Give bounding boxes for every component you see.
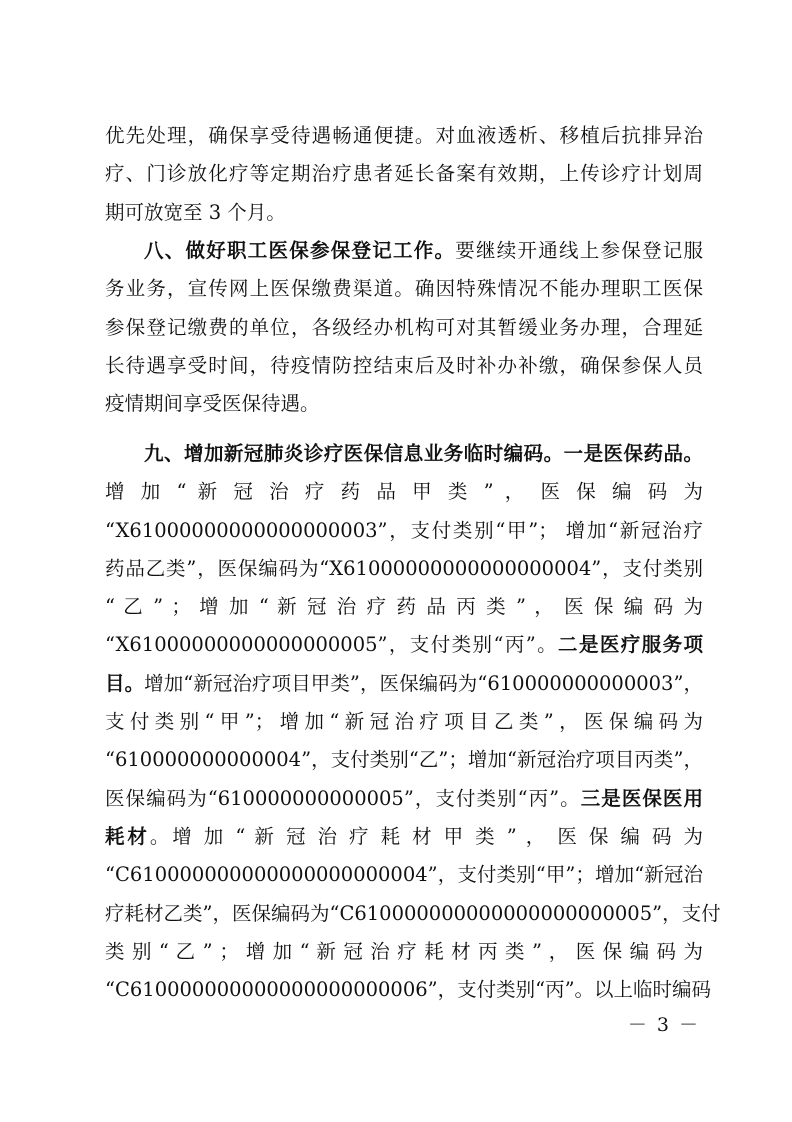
text-line: 增 加 “ 新 冠 治 疗 药 品 甲 类 ” ， 医 保 编 码 为 (105, 480, 703, 504)
subheading: 目。 (105, 671, 145, 695)
page-number: － 3 － (627, 1014, 700, 1036)
text-run: 增加“新冠治疗项目甲类”，医保编码为“610000000000003”， (144, 671, 703, 695)
text-run: “X61000000000000000005”，支付类别“丙”。 (105, 633, 559, 657)
text-line: “C610000000000000000000004”，支付类别“甲”；增加“新冠治 (105, 863, 703, 887)
text-line: 疗耗材乙类”，医保编码为“C610000000000000000000005”，支付 (105, 901, 721, 925)
section-heading: 九、增加新冠肺炎诊疗医保信息业务临时编码。一是医保药品。 (144, 442, 703, 465)
text-line (105, 780, 703, 818)
text-line (105, 665, 703, 703)
text-line: 期可放宽至 3 个月。 (105, 200, 286, 224)
subheading: 二是医疗服务项 (558, 633, 703, 657)
text-line: 务业务，宣传网上医保缴费渠道。确因特殊情况不能办理职工医保 (105, 277, 703, 301)
text-line: 优先处理，确保享受待遇畅通便捷。对血液透析、移植后抗排异治 (105, 124, 703, 147)
text-line: “610000000000004”，支付类别“乙”；增加“新冠治疗项目丙类”， (105, 748, 703, 772)
text-run: 要继续开通线上参保登记服 (455, 239, 703, 262)
section-heading: 八、做好职工医保参保登记工作。 (144, 239, 456, 262)
paragraph-continued (105, 117, 703, 232)
text-line: 支付类别“甲”；增加“新冠治疗项目乙类”，医保编码为 (105, 710, 703, 734)
paragraph-section-8 (105, 232, 703, 423)
text-line: 疗、门诊放化疗等定期治疗患者延长备案有效期，上传诊疗计划周 (105, 162, 703, 186)
text-line: “ 乙 ” ； 增 加 “ 新 冠 治 疗 药 品 丙 类 ” ， 医 保 编 码 为 (105, 595, 703, 619)
text-line: 参保登记缴费的单位，各级经办机构可对其暂缓业务办理，合理延 (105, 315, 703, 339)
text-line (105, 626, 703, 664)
subheading: 三是医保医用 (580, 786, 703, 810)
paragraph-section-9 (105, 435, 721, 1009)
text-line: “X61000000000000000003”，支付类别“甲”； 增加“新冠治疗 (105, 518, 703, 542)
text-line: “C610000000000000000000006”，支付类别“丙”。以上临时编码 (105, 978, 712, 1002)
text-line: 药品乙类”，医保编码为“X61000000000000000004”，支付类别 (105, 556, 703, 580)
text-line: 长待遇享受时间，待疫情防控结束后及时补办补缴，确保参保人员 (105, 353, 703, 377)
text-line (105, 435, 703, 473)
text-run: 医保编码为“610000000000005”，支付类别“丙”。 (105, 786, 581, 810)
text-run: 。增 加 “ 新 冠 治 疗 耗 材 甲 类 ” ， 医 保 编 码 为 (149, 824, 703, 848)
text-line (105, 818, 703, 856)
text-line (105, 232, 703, 270)
text-line: 类 别 “ 乙 ” ； 增 加 “ 新 冠 治 疗 耗 材 丙 类 ” ， 医 保 编 码 为 (105, 939, 703, 963)
text-line: 疫情期间享受医保待遇。 (105, 392, 320, 416)
subheading: 耗材 (105, 824, 150, 848)
